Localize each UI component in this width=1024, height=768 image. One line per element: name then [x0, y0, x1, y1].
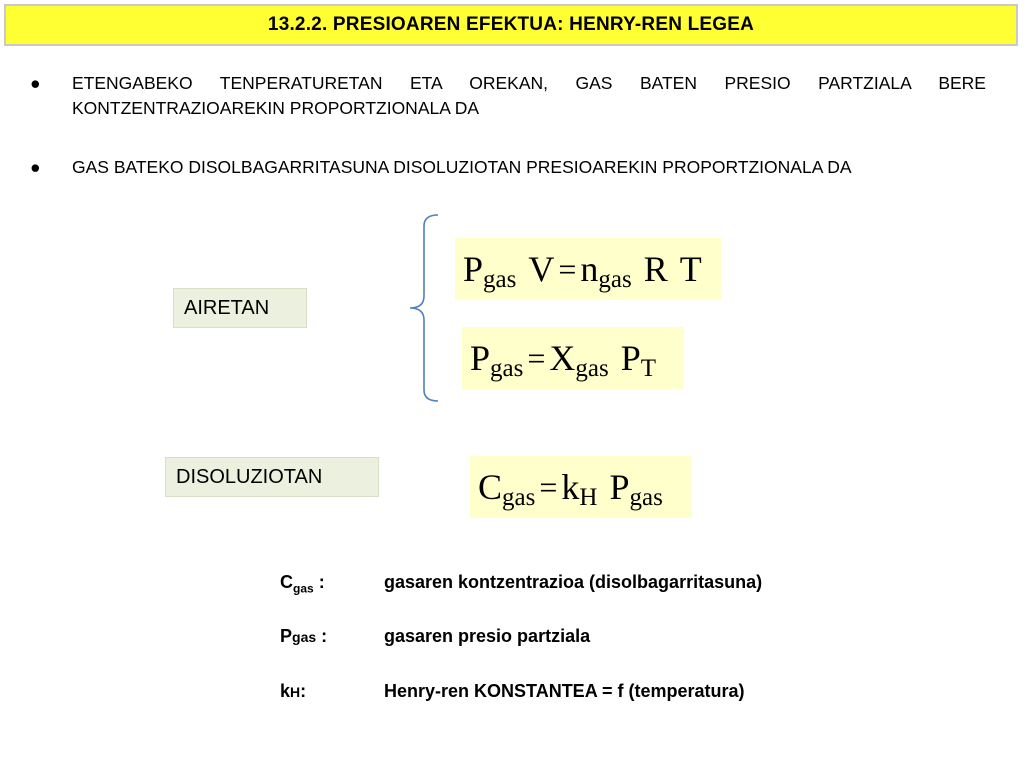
legend-description: gasaren presio partziala	[384, 626, 591, 646]
formula-symbol: P	[470, 338, 491, 378]
legend-description: gasaren kontzentrazioa (disolbagarritasuna)	[384, 572, 763, 592]
formula-subscript: T	[640, 355, 657, 382]
bullet-marker: ●	[30, 73, 41, 93]
ideal-gas-formula	[455, 238, 721, 300]
formula-subscript: H	[579, 484, 598, 511]
formula-symbol: P	[620, 338, 641, 378]
formula-subscript: gas	[502, 484, 536, 511]
slide-title-bar	[4, 4, 1018, 46]
bullet-item-1	[30, 71, 986, 121]
henry-law-formula	[470, 456, 692, 518]
formula-symbol: T	[679, 249, 702, 289]
legend-symbol: kH:	[280, 681, 307, 701]
formula-symbol: V	[528, 249, 555, 289]
airetan-label: AIRETAN	[173, 288, 307, 328]
formula-symbol: P	[609, 467, 630, 507]
formula-symbol: C	[478, 467, 503, 507]
bullet-text-1: ETENGABEKO TENPERATURETAN ETA OREKAN, GAS BATEN PRESIO PARTZIALA BERE KONTZENTRAZIOAREKIN PROPORTZIONALA DA	[72, 73, 986, 118]
formula-symbol: R	[643, 249, 668, 289]
bullet-marker: ●	[30, 157, 41, 177]
formula-equals: =	[539, 468, 558, 505]
legend-symbol: $C_{gas}$ :	[280, 572, 325, 596]
curly-brace-icon	[400, 212, 450, 404]
formula-subscript: gas	[483, 266, 517, 293]
slide-title: 13.2.2. PRESIOAREN EFEKTUA: HENRY-REN LEGEA	[267, 14, 755, 35]
legend-description: Henry-ren KONSTANTEA = f (temperatura)	[384, 681, 745, 701]
formula-equals: =	[527, 339, 546, 376]
formula-symbol: n	[580, 249, 599, 289]
partial-pressure-formula	[462, 327, 684, 389]
formula-subscript: gas	[629, 484, 663, 511]
formula-symbol: P	[463, 249, 484, 289]
bullet-text-2: GAS BATEKO DISOLBAGARRITASUNA DISOLUZIOTAN PRESIOAREKIN PROPORTZIONALA DA	[72, 157, 852, 177]
bullet-item-2	[30, 155, 986, 180]
formula-subscript: gas	[598, 266, 632, 293]
formula-symbol: X	[549, 338, 576, 378]
formula-subscript: gas	[575, 355, 609, 382]
formula-symbol: k	[561, 467, 580, 507]
formula-subscript: gas	[490, 355, 524, 382]
disoluziotan-label: DISOLUZIOTAN	[165, 457, 379, 497]
legend-symbol: Pgas :	[280, 626, 328, 646]
formula-equals: =	[558, 250, 577, 287]
